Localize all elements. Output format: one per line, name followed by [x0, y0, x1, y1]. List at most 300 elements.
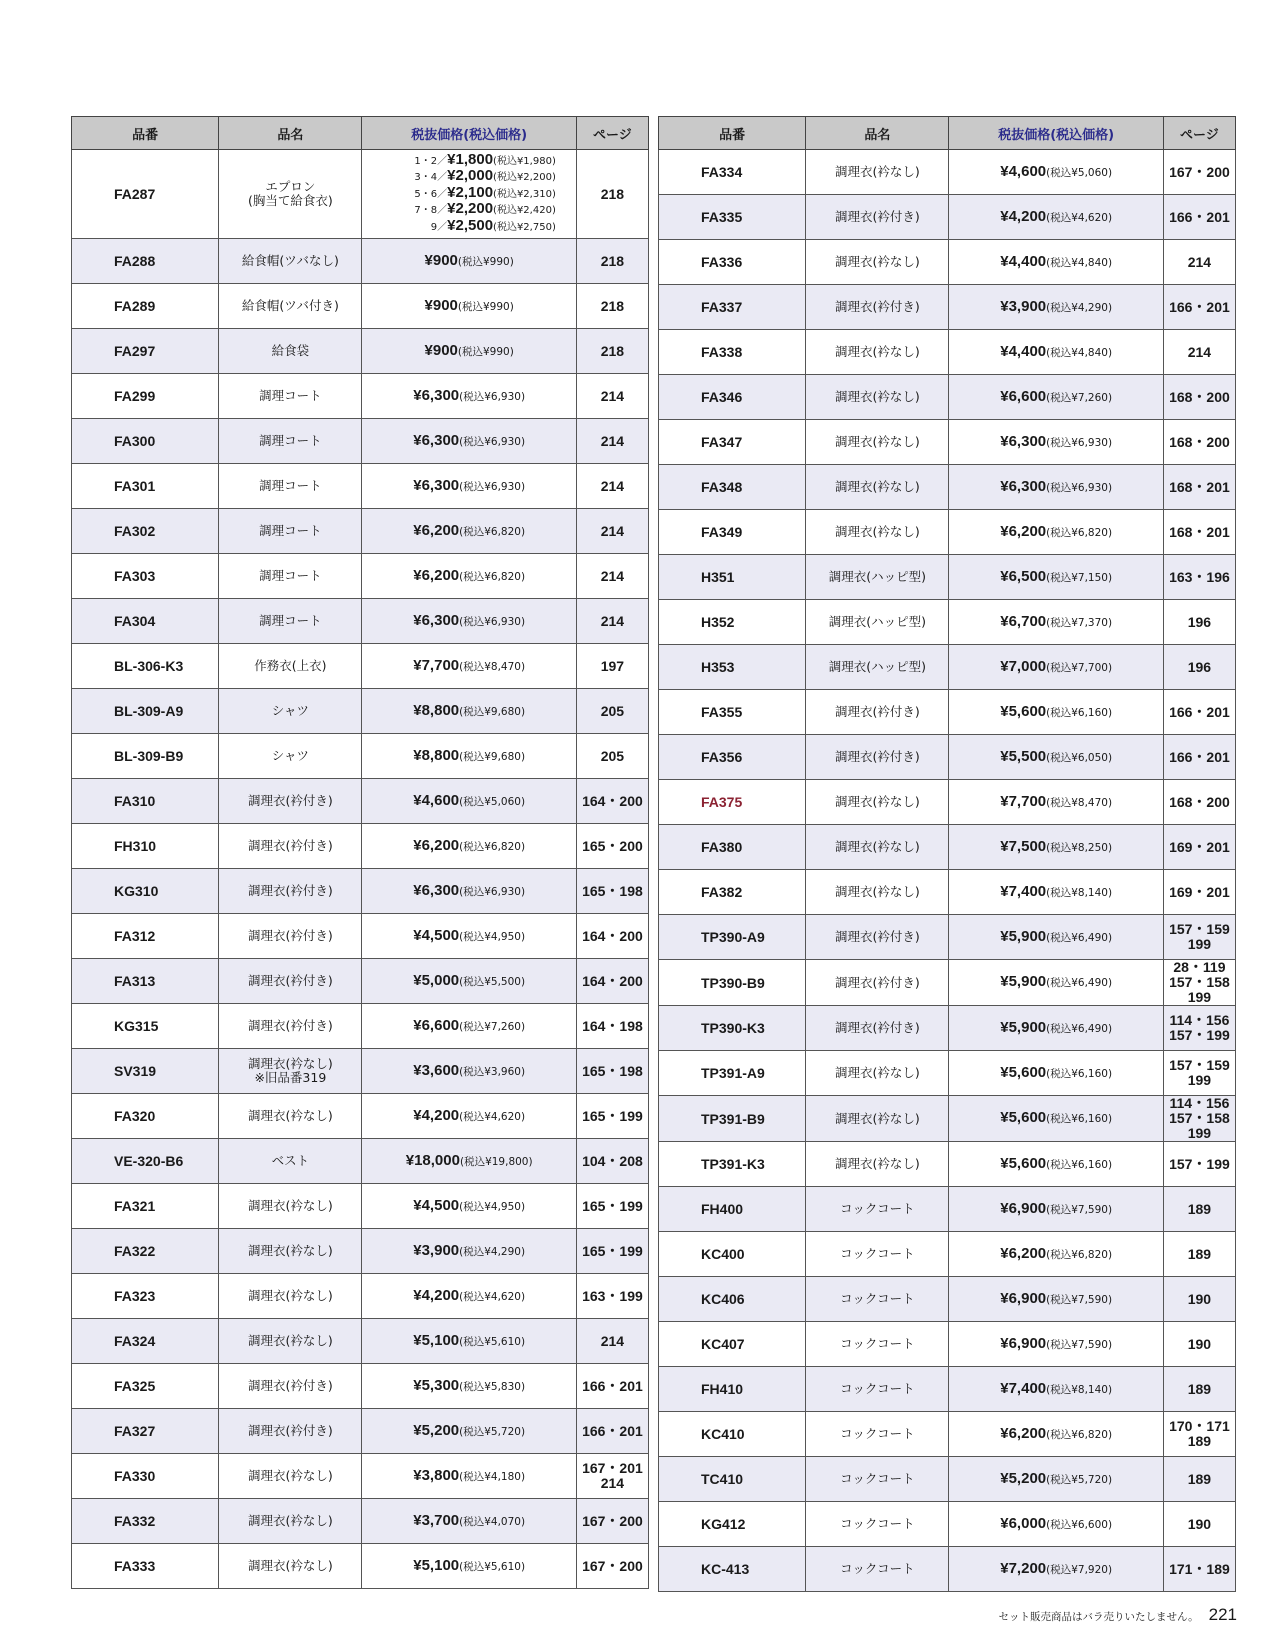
table-row — [72, 599, 649, 644]
price-value: ¥4,200 — [413, 1106, 460, 1124]
product-code: FA335 — [659, 195, 806, 240]
product-name: 調理衣(衿なし) — [806, 825, 949, 870]
page-ref: 218 — [576, 150, 648, 239]
product-name: 調理衣(ハッピ型) — [806, 645, 949, 690]
page-ref: 189 — [1163, 1457, 1235, 1502]
price-cell — [362, 1364, 576, 1409]
price-value: ¥5,900 — [1000, 927, 1047, 945]
tax-inclusive-price: (税込¥6,820) — [1046, 1428, 1113, 1441]
product-code: H352 — [659, 600, 806, 645]
price-cell — [949, 600, 1163, 645]
product-code: KC-413 — [659, 1547, 806, 1592]
table-row — [659, 1277, 1236, 1322]
product-code: FA355 — [659, 690, 806, 735]
table-row — [72, 509, 649, 554]
price-cell — [362, 959, 576, 1004]
page-ref: 189 — [1163, 1232, 1235, 1277]
tax-inclusive-price: (税込¥5,720) — [459, 1425, 526, 1438]
product-code: BL-306-K3 — [72, 644, 219, 689]
product-name: 調理コート — [219, 599, 362, 644]
tax-inclusive-price: (税込¥6,050) — [1046, 751, 1113, 764]
tax-inclusive-price: (税込¥7,590) — [1046, 1293, 1113, 1306]
page-ref: 157・159 199 — [1163, 1051, 1235, 1096]
product-code: BL-309-B9 — [72, 734, 219, 779]
page-ref: 214 — [576, 554, 648, 599]
price-line — [362, 216, 575, 235]
product-code: FA324 — [72, 1319, 219, 1364]
table-row — [72, 1274, 649, 1319]
product-code: BL-309-A9 — [72, 689, 219, 734]
table-row — [659, 510, 1236, 555]
tax-inclusive-price: (税込¥4,620) — [459, 1290, 526, 1303]
price-cell — [362, 464, 576, 509]
table-row — [72, 824, 649, 869]
page-number: 221 — [1208, 1605, 1237, 1624]
product-code: KG310 — [72, 869, 219, 914]
tax-inclusive-price: (税込¥990) — [457, 345, 514, 358]
tax-inclusive-price: (税込¥4,840) — [1046, 346, 1113, 359]
tax-inclusive-price: (税込¥4,290) — [459, 1245, 526, 1258]
tax-inclusive-price: (税込¥5,060) — [1046, 166, 1113, 179]
product-name: 給食帽(ツバなし) — [219, 239, 362, 284]
price-cell — [362, 1004, 576, 1049]
tax-inclusive-price: (税込¥6,930) — [1046, 436, 1113, 449]
price-value: ¥7,400 — [1000, 1379, 1047, 1397]
tax-inclusive-price: (税込¥4,620) — [1046, 211, 1113, 224]
page-ref: 196 — [1163, 600, 1235, 645]
price-value: ¥8,800 — [413, 746, 460, 764]
price-value: ¥4,200 — [1000, 207, 1047, 225]
price-cell — [949, 1187, 1163, 1232]
table-row — [72, 1319, 649, 1364]
table-row — [659, 645, 1236, 690]
table-row — [659, 780, 1236, 825]
tax-inclusive-price: (税込¥6,820) — [459, 840, 526, 853]
product-code: KC400 — [659, 1232, 806, 1277]
product-code: TP390-B9 — [659, 960, 806, 1006]
product-name: 調理衣(衿なし) — [806, 780, 949, 825]
price-value: ¥5,600 — [1000, 1063, 1047, 1081]
price-cell — [362, 374, 576, 419]
price-cell — [949, 285, 1163, 330]
page-ref: 165・200 — [576, 824, 648, 869]
page-ref: 169・201 — [1163, 870, 1235, 915]
product-code: FA302 — [72, 509, 219, 554]
page-ref: 190 — [1163, 1502, 1235, 1547]
page-ref: 189 — [1163, 1187, 1235, 1232]
price-cell — [949, 1367, 1163, 1412]
tax-inclusive-price: (税込¥6,160) — [1046, 1067, 1113, 1080]
price-cell — [362, 1139, 576, 1184]
price-cell — [362, 779, 576, 824]
product-name: 調理衣(衿なし) — [219, 1184, 362, 1229]
tax-inclusive-price: (税込¥4,070) — [459, 1515, 526, 1528]
product-code: KC407 — [659, 1322, 806, 1367]
tax-inclusive-price: (税込¥9,680) — [459, 705, 526, 718]
tax-inclusive-price: (税込¥7,150) — [1046, 571, 1113, 584]
page-ref: 166・201 — [576, 1409, 648, 1454]
table-row — [72, 689, 649, 734]
tax-inclusive-price: (税込¥6,930) — [459, 390, 526, 403]
tax-inclusive-price: (税込¥4,180) — [459, 1470, 526, 1483]
tax-inclusive-price: (税込¥2,200) — [493, 172, 556, 184]
size-range: 1・2／ — [414, 155, 448, 167]
price-value: ¥5,600 — [1000, 1109, 1047, 1126]
page-ref: 166・201 — [1163, 690, 1235, 735]
table-row — [659, 825, 1236, 870]
product-code: FA322 — [72, 1229, 219, 1274]
price-cell — [362, 1544, 576, 1589]
tax-inclusive-price: (税込¥6,930) — [459, 885, 526, 898]
price-value: ¥5,200 — [1000, 1469, 1047, 1487]
product-code: FA346 — [659, 375, 806, 420]
tax-inclusive-price: (税込¥6,490) — [1046, 977, 1113, 989]
price-value: ¥900 — [424, 296, 458, 314]
product-code: FA347 — [659, 420, 806, 465]
price-cell — [362, 1049, 576, 1094]
price-value: ¥900 — [424, 341, 458, 359]
product-code: TP391-A9 — [659, 1051, 806, 1096]
product-name: 作務衣(上衣) — [219, 644, 362, 689]
product-code: TP390-K3 — [659, 1006, 806, 1051]
page-ref: 165・198 — [576, 1049, 648, 1094]
tax-inclusive-price: (税込¥2,750) — [493, 221, 556, 233]
table-row — [72, 150, 649, 239]
product-name: 調理衣(衿付き) — [806, 285, 949, 330]
price-value: ¥6,300 — [413, 386, 460, 404]
product-name: 調理衣(衿付き) — [806, 735, 949, 780]
table-row — [659, 690, 1236, 735]
price-cell — [362, 599, 576, 644]
page-ref: 197 — [576, 644, 648, 689]
footer-note: セット販売商品はバラ売りいたしません。 — [998, 1611, 1199, 1623]
tax-inclusive-price: (税込¥990) — [457, 255, 514, 268]
table-row — [659, 420, 1236, 465]
price-cell — [362, 284, 576, 329]
tax-inclusive-price: (税込¥7,260) — [1046, 391, 1113, 404]
page-ref: 166・201 — [576, 1364, 648, 1409]
price-cell — [949, 330, 1163, 375]
tax-inclusive-price: (税込¥6,820) — [459, 570, 526, 583]
price-value: ¥6,900 — [1000, 1289, 1047, 1307]
price-value: ¥2,000 — [447, 167, 494, 185]
product-name: 調理衣(衿なし) — [806, 1051, 949, 1096]
price-value: ¥6,000 — [1000, 1514, 1047, 1532]
page-ref: 167・201 214 — [576, 1454, 648, 1499]
tax-inclusive-price: (税込¥7,590) — [1046, 1338, 1113, 1351]
price-value: ¥1,800 — [447, 150, 494, 168]
product-name: 調理コート — [219, 554, 362, 599]
product-code: FH400 — [659, 1187, 806, 1232]
page-ref: 165・199 — [576, 1184, 648, 1229]
table-row — [72, 1184, 649, 1229]
product-code: FA289 — [72, 284, 219, 329]
product-name: コックコート — [806, 1367, 949, 1412]
product-name: コックコート — [806, 1457, 949, 1502]
product-name: 調理コート — [219, 374, 362, 419]
table-row — [659, 375, 1236, 420]
tax-inclusive-price: (税込¥3,960) — [459, 1065, 526, 1078]
table-row — [659, 1322, 1236, 1367]
price-cell — [362, 509, 576, 554]
size-range: 5・6／ — [414, 188, 448, 200]
price-value: ¥6,500 — [1000, 567, 1047, 585]
product-name: コックコート — [806, 1232, 949, 1277]
product-code: H353 — [659, 645, 806, 690]
price-value: ¥6,600 — [413, 1016, 460, 1034]
product-name: 調理衣(衿付き) — [219, 779, 362, 824]
table-row — [659, 195, 1236, 240]
page-ref: 164・198 — [576, 1004, 648, 1049]
price-cell — [362, 239, 576, 284]
price-cell — [949, 510, 1163, 555]
table-row — [72, 1364, 649, 1409]
tax-inclusive-price: (税込¥4,620) — [459, 1110, 526, 1123]
page-ref: 214 — [1163, 330, 1235, 375]
page-ref: 205 — [576, 689, 648, 734]
price-value: ¥6,300 — [1000, 477, 1047, 495]
table-header-row — [72, 117, 649, 150]
product-code: FA297 — [72, 329, 219, 374]
price-value: ¥6,300 — [413, 881, 460, 899]
product-name: 調理衣(衿なし) ※旧品番319 — [219, 1049, 362, 1094]
price-cell — [362, 1274, 576, 1319]
product-name: 調理衣(衿なし) — [219, 1229, 362, 1274]
product-code: KC410 — [659, 1412, 806, 1457]
table-row — [72, 1229, 649, 1274]
price-value: ¥6,300 — [413, 431, 460, 449]
page-ref: 214 — [576, 509, 648, 554]
price-value: ¥8,800 — [413, 701, 460, 719]
price-value: ¥5,900 — [1000, 973, 1047, 990]
price-value: ¥5,000 — [413, 971, 460, 989]
table-row — [72, 1094, 649, 1139]
product-code: H351 — [659, 555, 806, 600]
tax-inclusive-price: (税込¥8,470) — [459, 660, 526, 673]
price-cell — [362, 554, 576, 599]
page-ref: 168・201 — [1163, 465, 1235, 510]
price-cell — [949, 690, 1163, 735]
tax-inclusive-price: (税込¥7,370) — [1046, 616, 1113, 629]
tax-inclusive-price: (税込¥4,950) — [459, 1200, 526, 1213]
price-value: ¥7,200 — [1000, 1559, 1047, 1577]
product-code: FH310 — [72, 824, 219, 869]
price-value: ¥7,000 — [1000, 657, 1047, 675]
table-row — [659, 285, 1236, 330]
table-row — [659, 1187, 1236, 1232]
price-value: ¥18,000 — [405, 1151, 460, 1169]
page-ref: 214 — [576, 374, 648, 419]
price-cell — [949, 420, 1163, 465]
price-cell — [949, 1096, 1163, 1142]
price-value: ¥4,200 — [413, 1286, 460, 1304]
tax-inclusive-price: (税込¥6,930) — [459, 615, 526, 628]
product-code: FA332 — [72, 1499, 219, 1544]
product-name: コックコート — [806, 1187, 949, 1232]
tax-inclusive-price: (税込¥8,140) — [1046, 886, 1113, 899]
page-ref: 169・201 — [1163, 825, 1235, 870]
price-value: ¥6,200 — [1000, 522, 1047, 540]
product-code: FH410 — [659, 1367, 806, 1412]
header-price: 税抜価格(税込価格) — [949, 117, 1163, 150]
product-name: コックコート — [806, 1277, 949, 1322]
table-row — [659, 1412, 1236, 1457]
price-value: ¥2,500 — [447, 216, 494, 234]
tax-inclusive-price: (税込¥1,980) — [493, 155, 556, 167]
price-cell — [362, 734, 576, 779]
table-header-row — [659, 117, 1236, 150]
header-name: 品名 — [219, 117, 362, 150]
price-cell — [362, 689, 576, 734]
price-cell — [949, 1277, 1163, 1322]
product-code: KC406 — [659, 1277, 806, 1322]
page-ref: 190 — [1163, 1277, 1235, 1322]
table-row — [72, 1499, 649, 1544]
product-name: コックコート — [806, 1322, 949, 1367]
page-ref: 218 — [576, 329, 648, 374]
multi-price-cell — [362, 150, 576, 239]
table-row — [72, 374, 649, 419]
table-row — [659, 1367, 1236, 1412]
page-ref: 157・159 199 — [1163, 915, 1235, 960]
table-row — [659, 465, 1236, 510]
price-cell — [362, 1184, 576, 1229]
tax-inclusive-price: (税込¥6,490) — [1046, 931, 1113, 944]
table-row — [659, 1051, 1236, 1096]
page-ref: 218 — [576, 284, 648, 329]
product-name: 調理衣(衿なし) — [806, 1096, 949, 1142]
price-value: ¥5,500 — [1000, 747, 1047, 765]
page-ref: 167・200 — [576, 1544, 648, 1589]
tax-inclusive-price: (税込¥6,600) — [1046, 1518, 1113, 1531]
price-value: ¥5,600 — [1000, 702, 1047, 720]
product-name: 調理衣(衿付き) — [219, 959, 362, 1004]
page-ref: 171・189 — [1163, 1547, 1235, 1592]
tax-inclusive-price: (税込¥5,060) — [459, 795, 526, 808]
page-ref: 168・200 — [1163, 420, 1235, 465]
price-cell — [949, 735, 1163, 780]
page-ref: 196 — [1163, 645, 1235, 690]
product-code: TP390-A9 — [659, 915, 806, 960]
price-cell — [362, 1094, 576, 1139]
product-code: FA330 — [72, 1454, 219, 1499]
tax-inclusive-price: (税込¥5,500) — [459, 975, 526, 988]
price-cell — [949, 555, 1163, 600]
price-cell — [362, 1499, 576, 1544]
product-code: TP391-B9 — [659, 1096, 806, 1142]
tax-inclusive-price: (税込¥7,260) — [459, 1020, 526, 1033]
product-code: FA349 — [659, 510, 806, 555]
product-code: FA300 — [72, 419, 219, 464]
table-row — [659, 870, 1236, 915]
page-ref: 189 — [1163, 1367, 1235, 1412]
product-code: FA338 — [659, 330, 806, 375]
product-name: 調理衣(衿なし) — [219, 1454, 362, 1499]
price-cell — [949, 1502, 1163, 1547]
table-row — [72, 419, 649, 464]
price-value: ¥5,200 — [413, 1421, 460, 1439]
page-ref: 214 — [1163, 240, 1235, 285]
product-code: FA327 — [72, 1409, 219, 1454]
product-name: 調理衣(衿付き) — [219, 1364, 362, 1409]
table-row — [72, 734, 649, 779]
page-ref: 167・200 — [1163, 150, 1235, 195]
price-value: ¥7,400 — [1000, 882, 1047, 900]
product-code: FA313 — [72, 959, 219, 1004]
product-name: 調理衣(衿なし) — [219, 1094, 362, 1139]
product-name: 調理衣(衿付き) — [219, 1004, 362, 1049]
price-value: ¥4,400 — [1000, 342, 1047, 360]
tax-inclusive-price: (税込¥2,310) — [493, 188, 556, 200]
price-value: ¥6,300 — [413, 476, 460, 494]
price-value: ¥6,300 — [413, 611, 460, 629]
product-name: 調理コート — [219, 509, 362, 554]
product-code: TC410 — [659, 1457, 806, 1502]
table-row — [72, 1544, 649, 1589]
price-cell — [949, 780, 1163, 825]
page-ref: 114・156 157・199 — [1163, 1006, 1235, 1051]
tax-inclusive-price: (税込¥5,720) — [1046, 1473, 1113, 1486]
product-name: 調理衣(衿なし) — [806, 510, 949, 555]
product-name: 調理衣(衿なし) — [806, 465, 949, 510]
page-ref: 214 — [576, 464, 648, 509]
price-cell — [362, 914, 576, 959]
tax-inclusive-price: (税込¥2,420) — [493, 205, 556, 217]
product-name: 調理衣(衿なし) — [219, 1499, 362, 1544]
tax-inclusive-price: (税込¥4,290) — [1046, 301, 1113, 314]
price-value: ¥5,300 — [413, 1376, 460, 1394]
tax-inclusive-price: (税込¥5,830) — [459, 1380, 526, 1393]
price-cell — [949, 1006, 1163, 1051]
price-cell — [949, 1142, 1163, 1187]
price-cell — [362, 1454, 576, 1499]
product-code: FA310 — [72, 779, 219, 824]
price-cell — [949, 195, 1163, 240]
tax-inclusive-price: (税込¥6,930) — [459, 480, 526, 493]
product-name: 調理衣(衿なし) — [806, 1142, 949, 1187]
product-code: FA323 — [72, 1274, 219, 1319]
product-name: コックコート — [806, 1412, 949, 1457]
price-value: ¥7,700 — [413, 656, 460, 674]
price-value: ¥6,700 — [1000, 612, 1047, 630]
table-row — [72, 779, 649, 824]
product-code: FA380 — [659, 825, 806, 870]
header-code: 品番 — [659, 117, 806, 150]
price-cell — [949, 960, 1163, 1006]
price-value: ¥4,500 — [413, 926, 460, 944]
header-price: 税抜価格(税込価格) — [362, 117, 576, 150]
table-row — [72, 959, 649, 1004]
product-code: FA299 — [72, 374, 219, 419]
size-range: 7・8／ — [414, 205, 448, 217]
product-code: FA303 — [72, 554, 219, 599]
product-table-left — [71, 116, 649, 1589]
page-ref: 165・199 — [576, 1094, 648, 1139]
price-value: ¥6,900 — [1000, 1334, 1047, 1352]
page-ref: 214 — [576, 1319, 648, 1364]
price-cell — [949, 1232, 1163, 1277]
table-row — [659, 1232, 1236, 1277]
page-ref: 165・198 — [576, 869, 648, 914]
page-ref: 170・171 189 — [1163, 1412, 1235, 1457]
price-cell — [949, 1547, 1163, 1592]
product-table-right — [658, 116, 1236, 1592]
product-name: 給食帽(ツバ付き) — [219, 284, 362, 329]
tax-inclusive-price: (税込¥6,930) — [459, 435, 526, 448]
product-name: 調理衣(衿付き) — [806, 1006, 949, 1051]
table-row — [659, 330, 1236, 375]
table-row — [72, 1049, 649, 1094]
